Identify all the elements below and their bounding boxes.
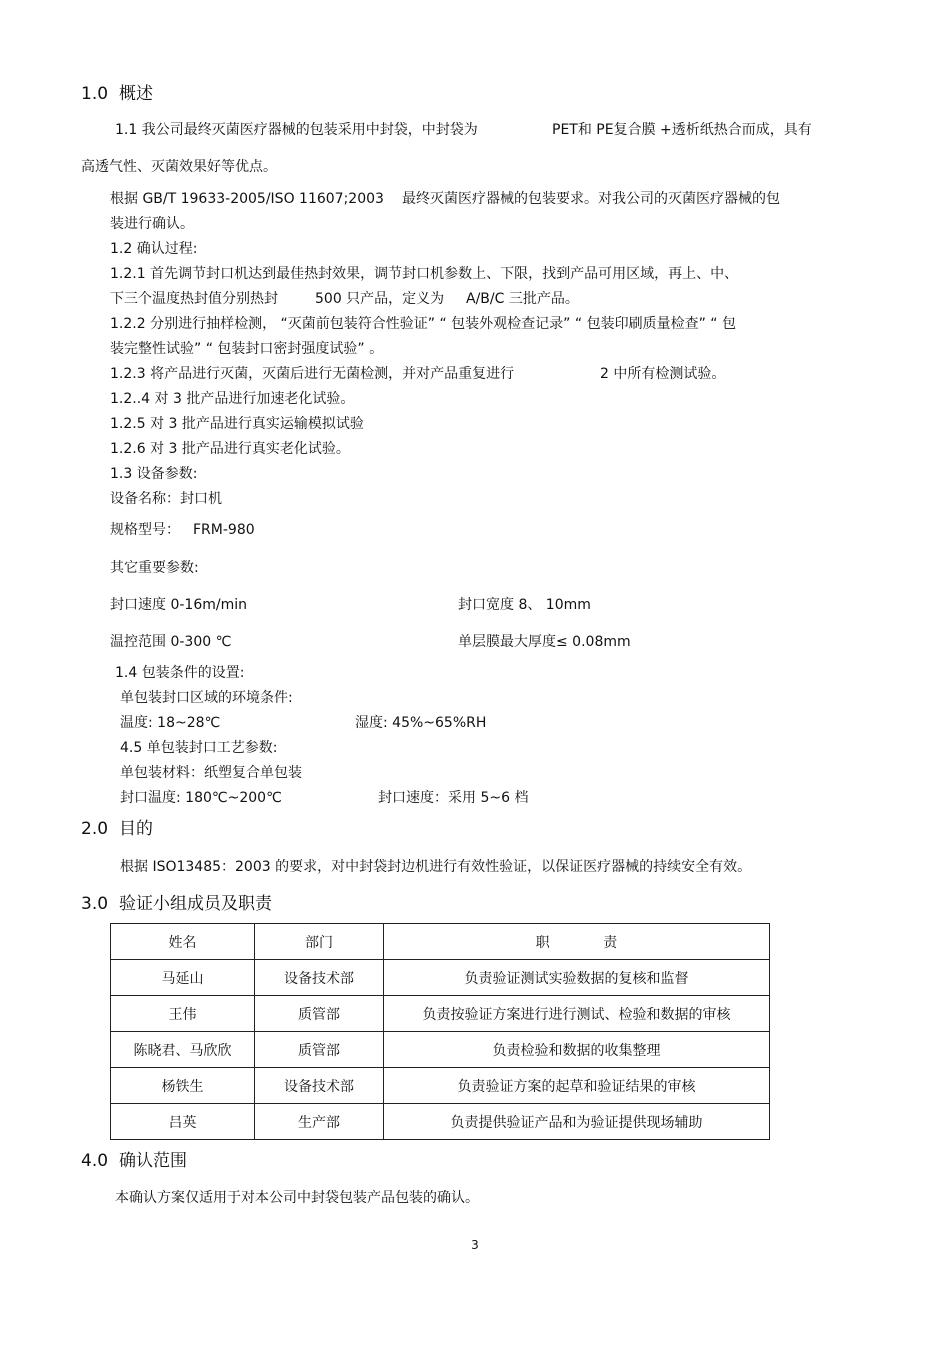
env-humidity: 湿度: 45%~65%RH: [355, 715, 487, 731]
table-row: [111, 1104, 770, 1140]
section-number: 1.0: [81, 84, 109, 104]
overview-line: 1.2.6 对 3 批产品进行真实老化试验。: [110, 441, 350, 457]
section-number: 4.0: [81, 1151, 109, 1171]
table-row: [111, 960, 770, 996]
section-number: 3.0: [81, 894, 109, 914]
overview-line: A/B/C 三批产品。: [466, 291, 579, 307]
column-header: 姓名: [111, 924, 255, 960]
overview-line: 2 中所有检测试验。: [600, 366, 726, 382]
overview-line: 1.2.3 将产品进行灭菌，灭菌后进行无菌检测，并对产品重复进行: [110, 366, 515, 382]
model-value: FRM-980: [193, 522, 255, 538]
table-row: [111, 1032, 770, 1068]
param-film-thickness: 单层膜最大厚度≤ 0.08mm: [458, 634, 631, 650]
section-number: 2.0: [81, 819, 109, 839]
param-sealing-speed: 封口速度 0-16m/min: [110, 597, 247, 613]
column-header: 部门: [255, 924, 384, 960]
member-name: 陈晓君、马欣欣: [111, 1032, 255, 1068]
column-header: 职 责: [384, 924, 770, 960]
model-label: 规格型号：: [110, 522, 180, 538]
member-name: 吕英: [111, 1104, 255, 1140]
table-row: [111, 1068, 770, 1104]
overview-line: 根据 GB/T 19633-2005/ISO 11607;2003: [110, 191, 384, 207]
member-name: 王伟: [111, 996, 255, 1032]
overview-line: 单包装封口区域的环境条件:: [120, 690, 293, 706]
section-title: 验证小组成员及职责: [119, 894, 272, 914]
overview-line: 装完整性试验” “ 包装封口密封强度试验” 。: [110, 341, 384, 357]
section-title: 确认范围: [119, 1151, 187, 1171]
section-heading-purpose: [81, 818, 153, 840]
member-duty: 负责按验证方案进行进行测试、检验和数据的审核: [384, 996, 770, 1032]
overview-line: 高透气性、灭菌效果好等优点。: [81, 159, 277, 175]
section-title: 目的: [119, 819, 153, 839]
param-sealing-width: 封口宽度 8、 10mm: [458, 597, 591, 613]
overview-line: 1.2..4 对 3 批产品进行加速老化试验。: [110, 391, 355, 407]
member-duty: 负责验证方案的起草和验证结果的审核: [384, 1068, 770, 1104]
team-table: [110, 923, 770, 1140]
equipment-name: 设备名称：封口机: [110, 491, 222, 507]
member-duty: 负责检验和数据的收集整理: [384, 1032, 770, 1068]
overview-line: 装进行确认。: [110, 216, 194, 232]
subsection-heading: 4.5 单包装封口工艺参数:: [120, 740, 278, 756]
section-heading-overview: [81, 83, 153, 105]
overview-line: 单包装材料：纸塑复合单包装: [120, 765, 302, 781]
overview-line: PET和 PE复合膜 +透析纸热合而成，具有: [552, 122, 812, 138]
env-temperature: 温度: 18~28℃: [120, 715, 221, 731]
overview-line: 500 只产品，定义为: [315, 291, 445, 307]
member-duty: 负责提供验证产品和为验证提供现场辅助: [384, 1104, 770, 1140]
overview-line: 1.2.2 分别进行抽样检测， “灭菌前包装符合性验证” “ 包装外观检查记录” “ 包装印刷质量检查” “ 包: [110, 316, 736, 332]
member-duty: 负责验证测试实验数据的复核和监督: [384, 960, 770, 996]
section-heading-team: [81, 893, 272, 915]
sealing-temperature: 封口温度: 180℃~200℃: [120, 790, 282, 806]
overview-line: 1.1 我公司最终灭菌医疗器械的包装采用中封袋，中封袋为: [115, 122, 478, 138]
member-department: 质管部: [255, 996, 384, 1032]
member-name: 马延山: [111, 960, 255, 996]
section-title: 概述: [119, 84, 153, 104]
member-department: 质管部: [255, 1032, 384, 1068]
overview-line: 1.2.1 首先调节封口机达到最佳热封效果，调节封口机参数上、下限，找到产品可用区域，再上、中、: [110, 266, 739, 282]
purpose-text: 根据 ISO13485：2003 的要求，对中封袋封边机进行有效性验证，以保证医疗器械的持续安全有效。: [120, 859, 752, 875]
overview-line: 最终灭菌医疗器械的包装要求。对我公司的灭菌医疗器械的包: [402, 191, 780, 207]
subsection-heading: 1.2 确认过程:: [110, 241, 198, 257]
sealing-speed: 封口速度：采用 5~6 档: [378, 790, 529, 806]
section-heading-scope: [81, 1150, 187, 1172]
member-department: 设备技术部: [255, 960, 384, 996]
subsection-heading: 1.4 包装条件的设置:: [115, 665, 245, 681]
param-temp-range: 温控范围 0-300 ℃: [110, 634, 232, 650]
table-row: [111, 996, 770, 1032]
subsection-heading: 1.3 设备参数:: [110, 466, 198, 482]
member-name: 杨铁生: [111, 1068, 255, 1104]
table-header-row: [111, 924, 770, 960]
overview-line: 1.2.5 对 3 批产品进行真实运输模拟试验: [110, 416, 364, 432]
member-department: 设备技术部: [255, 1068, 384, 1104]
overview-line: 下三个温度热封值分别热封: [110, 291, 278, 307]
page-number: 3: [471, 1238, 479, 1252]
other-params-label: 其它重要参数:: [110, 560, 199, 576]
scope-text: 本确认方案仅适用于对本公司中封袋包装产品包装的确认。: [115, 1190, 479, 1206]
member-department: 生产部: [255, 1104, 384, 1140]
